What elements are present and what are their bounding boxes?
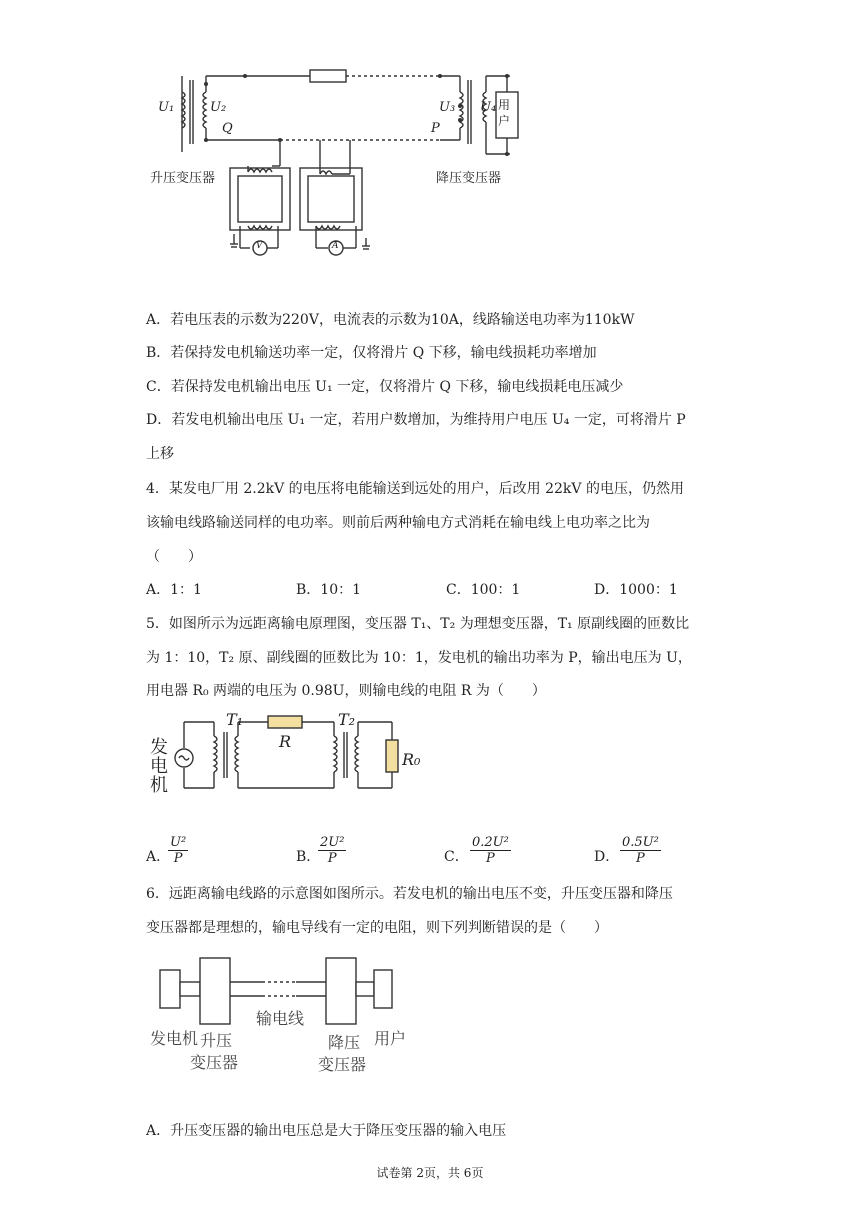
q3-option-c: C．若保持发电机输出电压 U₁ 一定，仅将滑片 Q 下移，输电线损耗电压减少 — [146, 379, 624, 395]
fraction-denominator: P — [636, 851, 645, 866]
q5-option-b-letter: B． — [296, 849, 321, 865]
voltmeter-symbol: V — [256, 241, 263, 251]
label-u4: U₄ — [480, 100, 497, 115]
q6-stem-line2: 变压器都是理想的，输电导线有一定的电阻，则下列判断错误的是（ ） — [146, 920, 608, 936]
fraction-numerator: 2U² — [320, 835, 345, 850]
q5-stem-line2: 为 1：10，T₂ 原、副线圈的匝数比为 10：1，发电机的输出功率为 P，输出电压为 U， — [146, 650, 692, 666]
q5-option-d-letter: D． — [594, 849, 620, 865]
generator-label-1: 发 — [150, 737, 168, 758]
q3-option-d-line2: 上移 — [146, 446, 174, 462]
q4-stem-line2: 该输电线路输送同样的电功率。则前后两种输电方式消耗在输电线上电功率之比为 — [146, 515, 650, 531]
fraction-denominator: P — [173, 851, 183, 866]
q5-option-c-letter: C． — [444, 849, 469, 865]
generator-label-2: 电 — [150, 756, 168, 777]
label-step-down: 降压变压器 — [436, 171, 502, 186]
fraction-numerator: 0.5U² — [622, 835, 659, 850]
q3-option-a: A．若电压表的示数为220V，电流表的示数为10A，线路输送电功率为110kW — [146, 312, 635, 328]
q5-option-a-fraction — [168, 835, 188, 866]
label-u1: U₁ — [158, 100, 175, 115]
q5-option-a-letter: A． — [146, 849, 171, 865]
q6-label-user: 用户 — [374, 1029, 407, 1048]
label-user: 用户 — [498, 98, 511, 128]
fraction-numerator: U² — [170, 835, 187, 850]
q6-option-a: A．升压变压器的输出电压总是大于降压变压器的输入电压 — [146, 1123, 507, 1139]
ammeter-symbol: A — [332, 241, 339, 251]
q6-label-step-down-2: 变压器 — [318, 1055, 367, 1074]
q4-option-d: D．1000：1 — [594, 582, 678, 598]
label-p: P — [431, 121, 440, 136]
label-u2: U₂ — [210, 100, 227, 115]
q4-stem-line1: 4．某发电厂用 2.2kV 的电压将电能输送到远处的用户，后改用 22kV 的电压，仍然用 — [146, 481, 684, 497]
q4-option-b: B．10：1 — [296, 582, 362, 598]
fraction-denominator: P — [486, 851, 495, 866]
q6-label-step-down-1: 降压 — [328, 1033, 361, 1052]
label-q: Q — [222, 121, 233, 136]
q5-option-b-fraction — [318, 835, 346, 866]
label-step-up: 升压变压器 — [150, 171, 216, 186]
q6-label-line: 输电线 — [256, 1009, 305, 1028]
fraction-denominator: P — [327, 851, 337, 866]
q4-option-a: A．1：1 — [146, 582, 202, 598]
label-t2: T₂ — [338, 710, 356, 729]
q6-stem-line1: 6．远距离输电线路的示意图如图所示。若发电机的输出电压不变，升压变压器和降压 — [146, 886, 673, 902]
q5-option-c-fraction — [470, 835, 511, 866]
q3-option-d-line1: D．若发电机输出电压 U₁ 一定，若用户数增加，为维持用户电压 U₄ 一定，可将滑片 P — [146, 412, 686, 428]
label-t1: T₁ — [226, 710, 244, 729]
label-u3: U₃ — [439, 100, 456, 115]
q6-label-step-up-2: 变压器 — [190, 1053, 239, 1072]
q5-stem-line3: 用电器 R₀ 两端的电压为 0.98U，则输电线的电阻 R 为（ ） — [146, 683, 546, 699]
q6-label-generator: 发电机 — [150, 1029, 199, 1048]
q5-stem-line1: 5．如图所示为远距离输电原理图，变压器 T₁、T₂ 为理想变压器，T₁ 原副线圈的匝数比 — [146, 616, 690, 632]
page-footer: 试卷第 2页，共 6页 — [376, 1166, 484, 1180]
q4-option-c: C．100：1 — [446, 582, 521, 598]
fraction-numerator: 0.2U² — [472, 835, 509, 850]
generator-label-3: 机 — [150, 775, 168, 796]
label-r: R — [279, 732, 292, 751]
q4-stem-line3: （ ） — [146, 549, 202, 565]
q6-label-step-up-1: 升压 — [200, 1031, 233, 1050]
q3-option-b: B．若保持发电机输送功率一定，仅将滑片 Q 下移，输电线损耗功率增加 — [146, 345, 597, 361]
transmission-circuit-figure — [150, 62, 550, 262]
label-r0: R₀ — [402, 750, 421, 769]
q5-option-d-fraction — [620, 835, 661, 866]
